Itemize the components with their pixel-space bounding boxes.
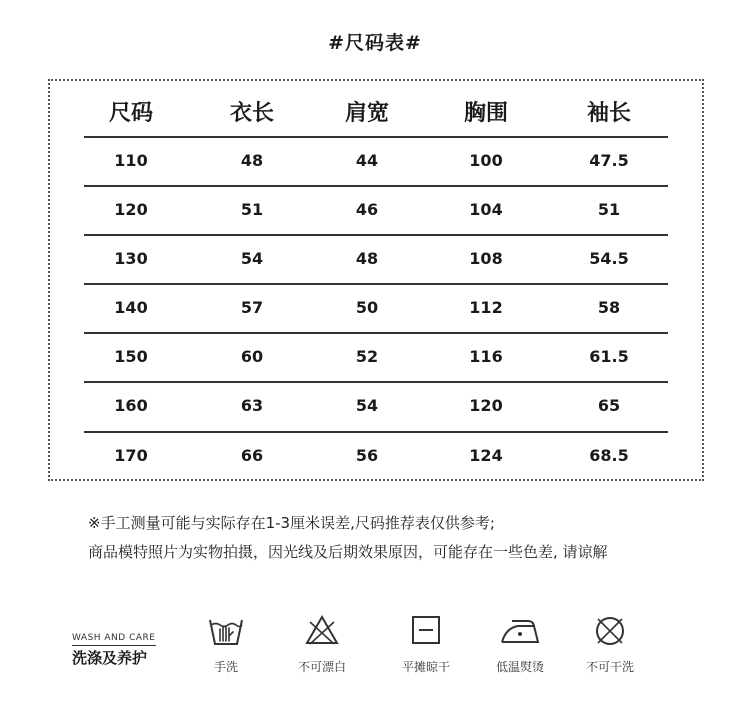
care-item-no-bleach [272, 614, 372, 674]
wash-and-care-heading [72, 633, 162, 667]
cell-chest: 124 [469, 446, 503, 465]
cell-sleeve: 58 [597, 298, 621, 317]
cell-chest: 104 [469, 200, 503, 219]
no-dry-clean-icon [592, 614, 628, 648]
cell-size: 170 [114, 446, 148, 465]
cell-shoulder: 46 [355, 200, 379, 219]
cell-sleeve: 61.5 [589, 347, 629, 366]
hand-wash-label: 手洗 [213, 660, 238, 674]
cell-chest: 120 [469, 396, 503, 415]
header-length: 衣长 [229, 101, 274, 126]
cell-sleeve: 51 [597, 200, 621, 219]
header-shoulder: 肩宽 [344, 101, 389, 126]
no-bleach-label: 不可漂白 [297, 660, 346, 674]
header-size: 尺码 [108, 101, 153, 126]
cell-size: 150 [114, 347, 148, 366]
hand-wash-icon [206, 614, 246, 648]
cell-size: 110 [114, 151, 148, 170]
wash-heading-divider [72, 645, 156, 646]
dry-flat-label: 平摊晾干 [401, 660, 450, 674]
cell-sleeve: 54.5 [589, 249, 629, 268]
header-sleeve: 袖长 [586, 101, 631, 126]
wash-heading-en: WASH AND CARE [72, 633, 156, 643]
cell-shoulder: 48 [355, 249, 379, 268]
cell-size: 140 [114, 298, 148, 317]
cell-chest: 108 [469, 249, 503, 268]
cell-size: 160 [114, 396, 148, 415]
dry-flat-shade-icon [410, 614, 442, 646]
care-item-dry-flat [376, 614, 476, 674]
cell-length: 60 [240, 347, 264, 366]
cell-length: 51 [240, 200, 264, 219]
cell-sleeve: 68.5 [589, 446, 629, 465]
color-disclaimer-note: 商品模特照片为实物拍摄，因光线及后期效果原因，可能存在一些色差, 请谅解 [88, 543, 608, 561]
cell-chest: 112 [469, 298, 503, 317]
cell-sleeve: 47.5 [589, 151, 629, 170]
iron-low-icon [498, 614, 542, 646]
cell-length: 48 [240, 151, 264, 170]
measurement-note: ※手工测量可能与实际存在1-3厘米误差,尺码推荐表仅供参考; [88, 514, 495, 532]
cell-length: 54 [240, 249, 264, 268]
cell-size: 120 [114, 200, 148, 219]
cell-sleeve: 65 [597, 396, 621, 415]
care-item-hand-wash [176, 614, 276, 674]
cell-length: 57 [240, 298, 264, 317]
header-chest: 胸围 [463, 101, 508, 126]
cell-length: 63 [240, 396, 264, 415]
cell-shoulder: 44 [355, 151, 379, 170]
cell-chest: 100 [469, 151, 503, 170]
cell-size: 130 [114, 249, 148, 268]
cell-shoulder: 50 [355, 298, 379, 317]
care-item-no-dry-clean [560, 614, 660, 674]
cell-chest: 116 [469, 347, 503, 366]
care-item-iron-low [470, 614, 570, 674]
no-bleach-icon [304, 614, 340, 646]
cell-shoulder: 52 [355, 347, 379, 366]
cell-shoulder: 56 [355, 446, 379, 465]
page-title: #尺码表# [328, 32, 422, 54]
wash-heading-cn: 洗涤及养护 [72, 649, 148, 667]
iron-low-label: 低温熨烫 [495, 660, 544, 674]
no-dry-clean-label: 不可干洗 [585, 660, 634, 674]
cell-shoulder: 54 [355, 396, 379, 415]
cell-length: 66 [240, 446, 264, 465]
